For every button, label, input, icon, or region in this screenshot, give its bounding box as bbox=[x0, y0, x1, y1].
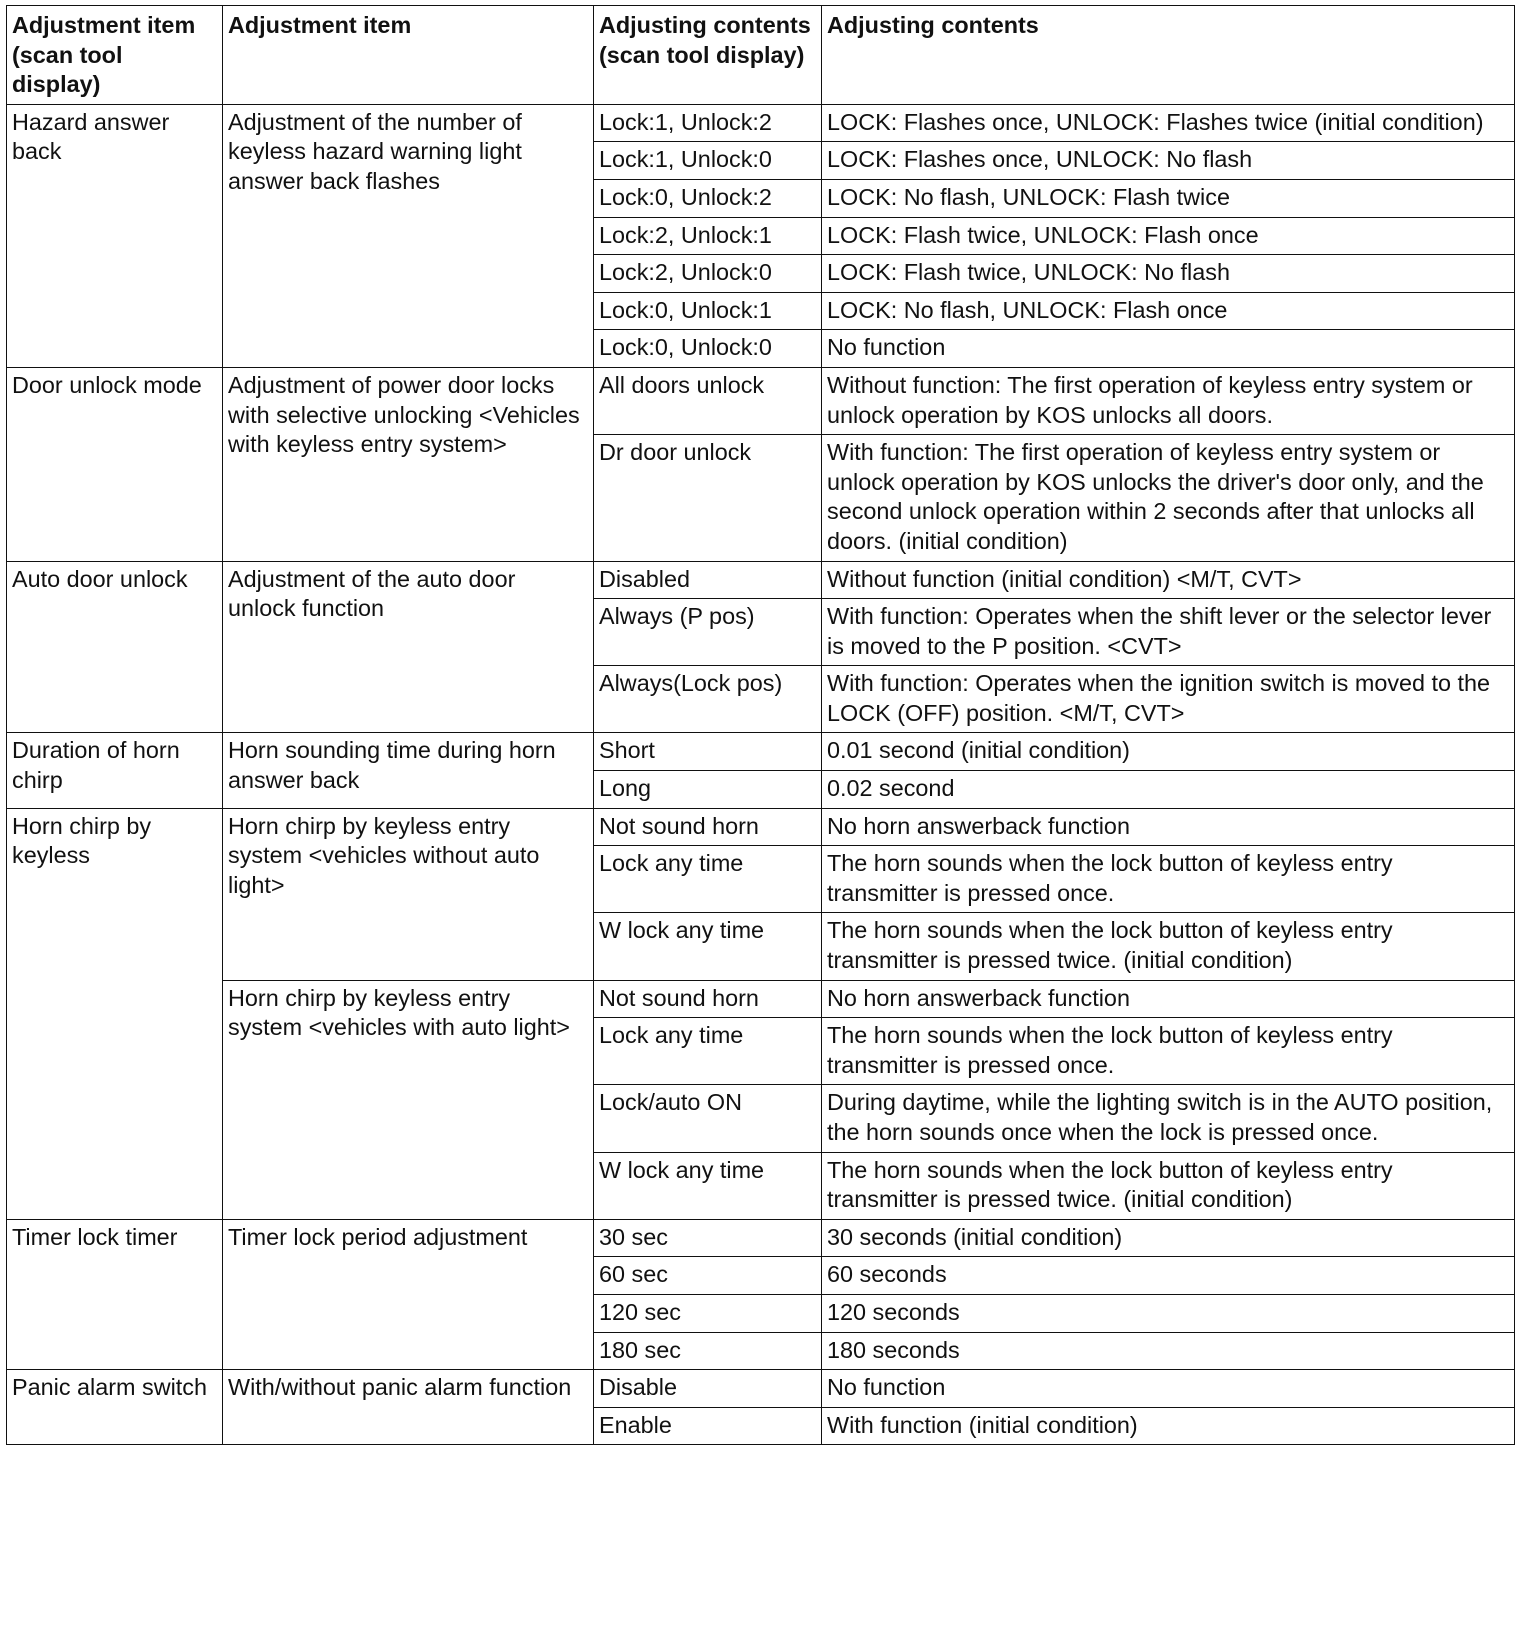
cell-contents: No horn answerback function bbox=[822, 808, 1515, 846]
cell-contents: LOCK: Flashes once, UNLOCK: No flash bbox=[822, 142, 1515, 180]
cell-contents-scan: Lock any time bbox=[594, 846, 822, 913]
cell-contents: 60 seconds bbox=[822, 1257, 1515, 1295]
table-row bbox=[7, 561, 1515, 599]
cell-contents: 120 seconds bbox=[822, 1294, 1515, 1332]
cell-item-scan: Horn chirp by keyless bbox=[7, 808, 223, 1219]
header-adjustment-item: Adjustment item bbox=[223, 6, 594, 105]
table-row bbox=[7, 1219, 1515, 1257]
cell-item-scan: Timer lock timer bbox=[7, 1219, 223, 1369]
table-row bbox=[7, 980, 1515, 1018]
cell-contents: 0.02 second bbox=[822, 771, 1515, 809]
cell-contents-scan: Always (P pos) bbox=[594, 599, 822, 666]
cell-contents: No function bbox=[822, 330, 1515, 368]
cell-contents-scan: 60 sec bbox=[594, 1257, 822, 1295]
cell-contents: 30 seconds (initial condition) bbox=[822, 1219, 1515, 1257]
table-row bbox=[7, 1370, 1515, 1408]
cell-contents: LOCK: No flash, UNLOCK: Flash once bbox=[822, 292, 1515, 330]
cell-contents-scan: Lock:0, Unlock:0 bbox=[594, 330, 822, 368]
cell-contents-scan: Lock:2, Unlock:1 bbox=[594, 217, 822, 255]
cell-contents: Without function (initial condition) <M/T, CVT> bbox=[822, 561, 1515, 599]
header-row bbox=[7, 6, 1515, 105]
table-body bbox=[7, 104, 1515, 1445]
cell-contents: With function (initial condition) bbox=[822, 1407, 1515, 1445]
cell-contents: 180 seconds bbox=[822, 1332, 1515, 1370]
cell-contents-scan: Lock/auto ON bbox=[594, 1085, 822, 1152]
cell-contents: LOCK: Flash twice, UNLOCK: Flash once bbox=[822, 217, 1515, 255]
cell-contents: Without function: The first operation of keyless entry system or unlock operation by KOS unlocks all doors. bbox=[822, 367, 1515, 434]
cell-contents: 0.01 second (initial condition) bbox=[822, 733, 1515, 771]
cell-item: Timer lock period adjustment bbox=[223, 1219, 594, 1369]
cell-contents: LOCK: No flash, UNLOCK: Flash twice bbox=[822, 179, 1515, 217]
cell-contents-scan: Disabled bbox=[594, 561, 822, 599]
cell-contents: No horn answerback function bbox=[822, 980, 1515, 1018]
cell-contents-scan: 120 sec bbox=[594, 1294, 822, 1332]
table-row bbox=[7, 808, 1515, 846]
cell-contents-scan: Always(Lock pos) bbox=[594, 666, 822, 733]
cell-item-scan: Hazard answer back bbox=[7, 104, 223, 367]
cell-contents-scan: Disable bbox=[594, 1370, 822, 1408]
cell-contents-scan: Lock:1, Unlock:0 bbox=[594, 142, 822, 180]
cell-contents-scan: Not sound horn bbox=[594, 980, 822, 1018]
cell-contents-scan: Dr door unlock bbox=[594, 435, 822, 561]
cell-contents-scan: Lock:0, Unlock:2 bbox=[594, 179, 822, 217]
cell-item: Horn sounding time during horn answer back bbox=[223, 733, 594, 808]
header-adjusting-contents-scan: Adjusting contents (scan tool display) bbox=[594, 6, 822, 105]
cell-contents-scan: W lock any time bbox=[594, 1152, 822, 1219]
cell-contents-scan: 30 sec bbox=[594, 1219, 822, 1257]
cell-item: Horn chirp by keyless entry system <vehicles with auto light> bbox=[223, 980, 594, 1219]
cell-contents-scan: All doors unlock bbox=[594, 367, 822, 434]
cell-item: Adjustment of the auto door unlock function bbox=[223, 561, 594, 733]
cell-item: With/without panic alarm function bbox=[223, 1370, 594, 1445]
cell-item: Adjustment of the number of keyless hazard warning light answer back flashes bbox=[223, 104, 594, 367]
cell-contents: No function bbox=[822, 1370, 1515, 1408]
cell-item-scan: Panic alarm switch bbox=[7, 1370, 223, 1445]
header-adjusting-contents: Adjusting contents bbox=[822, 6, 1515, 105]
cell-contents: With function: The first operation of keyless entry system or unlock operation by KOS unlocks the driver's door only, and the second unlock operation within 2 seconds after that unlocks all doors. (initial condition) bbox=[822, 435, 1515, 561]
cell-contents-scan: Enable bbox=[594, 1407, 822, 1445]
cell-contents-scan: Long bbox=[594, 771, 822, 809]
cell-item-scan: Duration of horn chirp bbox=[7, 733, 223, 808]
table-row bbox=[7, 367, 1515, 434]
cell-item-scan: Auto door unlock bbox=[7, 561, 223, 733]
cell-contents-scan: W lock any time bbox=[594, 913, 822, 980]
cell-contents-scan: Lock:2, Unlock:0 bbox=[594, 255, 822, 293]
cell-contents-scan: Lock any time bbox=[594, 1018, 822, 1085]
cell-contents: The horn sounds when the lock button of keyless entry transmitter is pressed twice. (initial condition) bbox=[822, 1152, 1515, 1219]
table-row bbox=[7, 733, 1515, 771]
cell-item-scan: Door unlock mode bbox=[7, 367, 223, 561]
cell-contents-scan: Short bbox=[594, 733, 822, 771]
cell-contents-scan: Not sound horn bbox=[594, 808, 822, 846]
cell-contents: The horn sounds when the lock button of keyless entry transmitter is pressed once. bbox=[822, 846, 1515, 913]
cell-contents: LOCK: Flash twice, UNLOCK: No flash bbox=[822, 255, 1515, 293]
cell-contents-scan: Lock:1, Unlock:2 bbox=[594, 104, 822, 142]
cell-contents: With function: Operates when the shift lever or the selector lever is moved to the P position. <CVT> bbox=[822, 599, 1515, 666]
cell-contents: The horn sounds when the lock button of keyless entry transmitter is pressed once. bbox=[822, 1018, 1515, 1085]
cell-contents-scan: 180 sec bbox=[594, 1332, 822, 1370]
cell-contents: LOCK: Flashes once, UNLOCK: Flashes twice (initial condition) bbox=[822, 104, 1515, 142]
header-adjustment-item-scan: Adjustment item (scan tool display) bbox=[7, 6, 223, 105]
cell-contents: During daytime, while the lighting switch is in the AUTO position, the horn sounds once when the lock is pressed once. bbox=[822, 1085, 1515, 1152]
cell-contents-scan: Lock:0, Unlock:1 bbox=[594, 292, 822, 330]
table-row bbox=[7, 104, 1515, 142]
cell-contents: With function: Operates when the ignition switch is moved to the LOCK (OFF) position. <M/T, CVT> bbox=[822, 666, 1515, 733]
cell-contents: The horn sounds when the lock button of keyless entry transmitter is pressed twice. (initial condition) bbox=[822, 913, 1515, 980]
adjustment-table bbox=[6, 5, 1515, 1445]
cell-item: Adjustment of power door locks with selective unlocking <Vehicles with keyless entry system> bbox=[223, 367, 594, 561]
cell-item: Horn chirp by keyless entry system <vehicles without auto light> bbox=[223, 808, 594, 980]
